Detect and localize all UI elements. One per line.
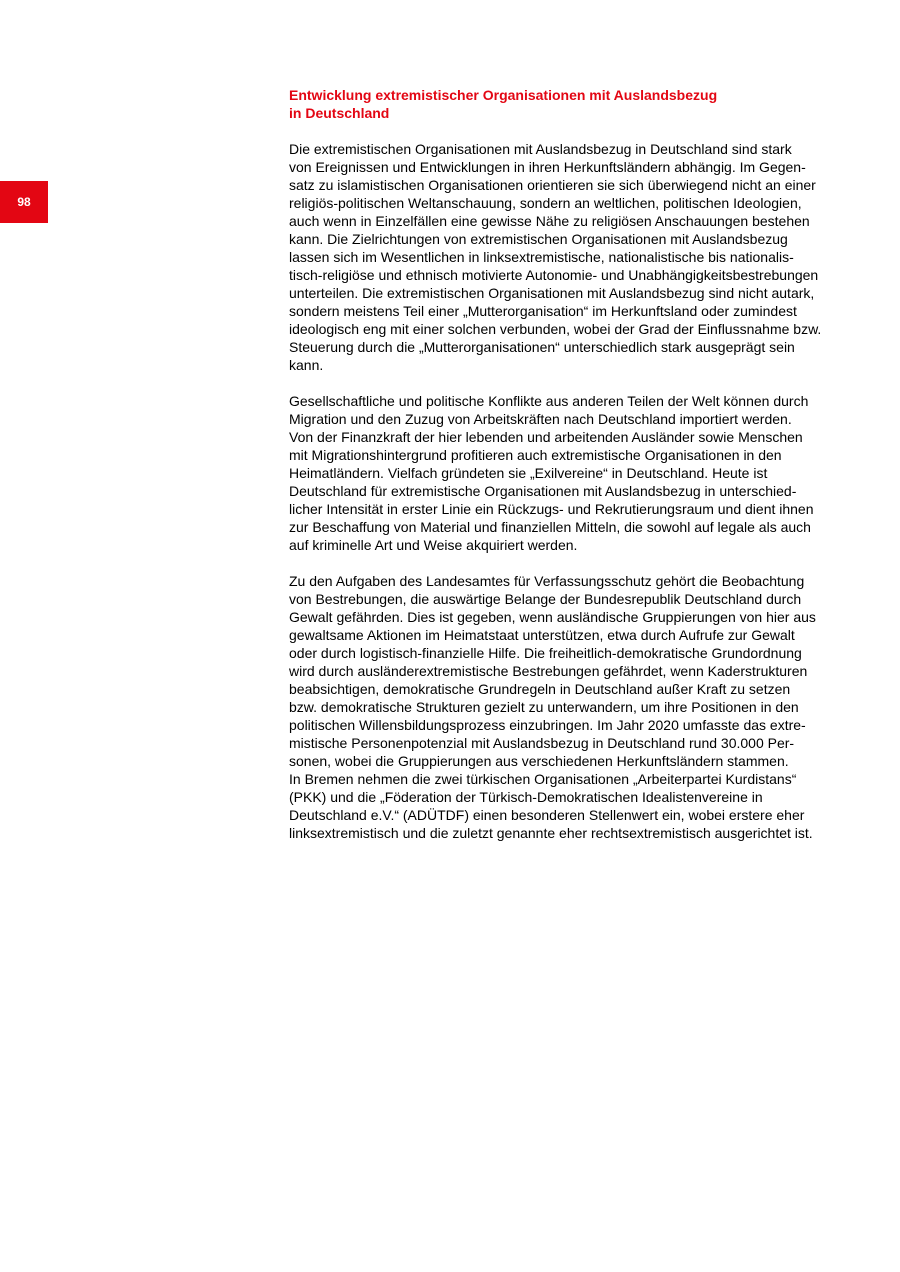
text-line: von Ereignissen und Entwicklungen in ihren Herkunftsländern abhängig. Im Gegen- xyxy=(289,159,806,175)
paragraph-1 xyxy=(289,140,841,374)
text-line: Zu den Aufgaben des Landesamtes für Verfassungsschutz gehört die Beobachtung xyxy=(289,573,805,589)
text-line: religiös-politischen Weltanschauung, sondern an weltlichen, politischen Ideologien, xyxy=(289,195,802,211)
text-line: Gewalt gefährden. Dies ist gegeben, wenn ausländische Gruppierungen von hier aus xyxy=(289,609,816,625)
text-line: (PKK) und die „Föderation der Türkisch-Demokratischen Idealistenvereine in xyxy=(289,789,763,805)
text-line: gewaltsame Aktionen im Heimatstaat unterstützen, etwa durch Aufrufe zur Gewalt xyxy=(289,627,795,643)
page-number: 98 xyxy=(17,195,31,209)
section-title xyxy=(289,86,841,122)
text-line: kann. xyxy=(289,357,324,373)
text-line: Deutschland e.V.“ (ADÜTDF) einen besonderen Stellenwert ein, wobei erstere eher xyxy=(289,807,805,823)
section-title-line: Entwicklung extremistischer Organisationen mit Auslandsbezug xyxy=(289,87,718,103)
paragraph-2 xyxy=(289,392,841,554)
text-line: bzw. demokratische Strukturen gezielt zu unterwandern, um ihre Positionen in den xyxy=(289,699,799,715)
text-line: tisch-religiöse und ethnisch motivierte Autonomie- und Unabhängigkeitsbestrebungen xyxy=(289,267,819,283)
text-line: kann. Die Zielrichtungen von extremistischen Organisationen mit Auslandsbezug xyxy=(289,231,788,247)
text-line: politischen Willensbildungsprozess einzubringen. Im Jahr 2020 umfasste das extre- xyxy=(289,717,806,733)
text-line: unterteilen. Die extremistischen Organisationen mit Auslandsbezug sind nicht autark, xyxy=(289,285,815,301)
section-title-line: in Deutschland xyxy=(289,105,390,121)
text-line: sondern meistens Teil einer „Mutterorganisation“ im Herkunftsland oder zumindest xyxy=(289,303,797,319)
text-line: Migration und den Zuzug von Arbeitskräften nach Deutschland importiert werden. xyxy=(289,411,792,427)
text-line: licher Intensität in erster Linie ein Rückzugs- und Rekrutierungsraum und dient ihnen xyxy=(289,501,814,517)
text-line: auf kriminelle Art und Weise akquiriert werden. xyxy=(289,537,578,553)
text-line: Deutschland für extremistische Organisationen mit Auslandsbezug in unterschied- xyxy=(289,483,797,499)
page-number-tab xyxy=(0,181,48,223)
text-line: von Bestrebungen, die auswärtige Belange der Bundesrepublik Deutschland durch xyxy=(289,591,802,607)
text-line: Die extremistischen Organisationen mit Auslandsbezug in Deutschland sind stark xyxy=(289,141,792,157)
text-line: sonen, wobei die Gruppierungen aus verschiedenen Herkunftsländern stammen. xyxy=(289,753,789,769)
text-line: Gesellschaftliche und politische Konflikte aus anderen Teilen der Welt können durch xyxy=(289,393,809,409)
text-line: mit Migrationshintergrund profitieren auch extremistische Organisationen in den xyxy=(289,447,782,463)
text-line: Von der Finanzkraft der hier lebenden und arbeitenden Ausländer sowie Menschen xyxy=(289,429,803,445)
text-line: auch wenn in Einzelfällen eine gewisse Nähe zu religiösen Anschauungen bestehen xyxy=(289,213,810,229)
text-line: zur Beschaffung von Material und finanziellen Mitteln, die sowohl auf legale als auch xyxy=(289,519,811,535)
text-line: ideologisch eng mit einer solchen verbunden, wobei der Grad der Einflussnahme bzw. xyxy=(289,321,822,337)
text-line: linksextremistisch und die zuletzt genannte eher rechtsextremistisch ausgerichtet ist. xyxy=(289,825,813,841)
text-line: Heimatländern. Vielfach gründeten sie „Exilvereine“ in Deutschland. Heute ist xyxy=(289,465,768,481)
text-line: mistische Personenpotenzial mit Auslandsbezug in Deutschland rund 30.000 Per- xyxy=(289,735,795,751)
text-line: oder durch logistisch-finanzielle Hilfe. Die freiheitlich-demokratische Grundordnung xyxy=(289,645,802,661)
main-content xyxy=(289,86,841,860)
text-line: In Bremen nehmen die zwei türkischen Organisationen „Arbeiterpartei Kurdistans“ xyxy=(289,771,797,787)
text-line: wird durch ausländerextremistische Bestrebungen gefährdet, wenn Kaderstrukturen xyxy=(289,663,808,679)
text-line: lassen sich im Wesentlichen in linksextremistische, nationalistische bis nationalis- xyxy=(289,249,794,265)
paragraph-3 xyxy=(289,572,841,842)
text-line: satz zu islamistischen Organisationen orientieren sie sich überwiegend nicht an einer xyxy=(289,177,816,193)
text-line: Steuerung durch die „Mutterorganisationen“ unterschiedlich stark ausgeprägt sein xyxy=(289,339,795,355)
text-line: beabsichtigen, demokratische Grundregeln in Deutschland außer Kraft zu setzen xyxy=(289,681,791,697)
